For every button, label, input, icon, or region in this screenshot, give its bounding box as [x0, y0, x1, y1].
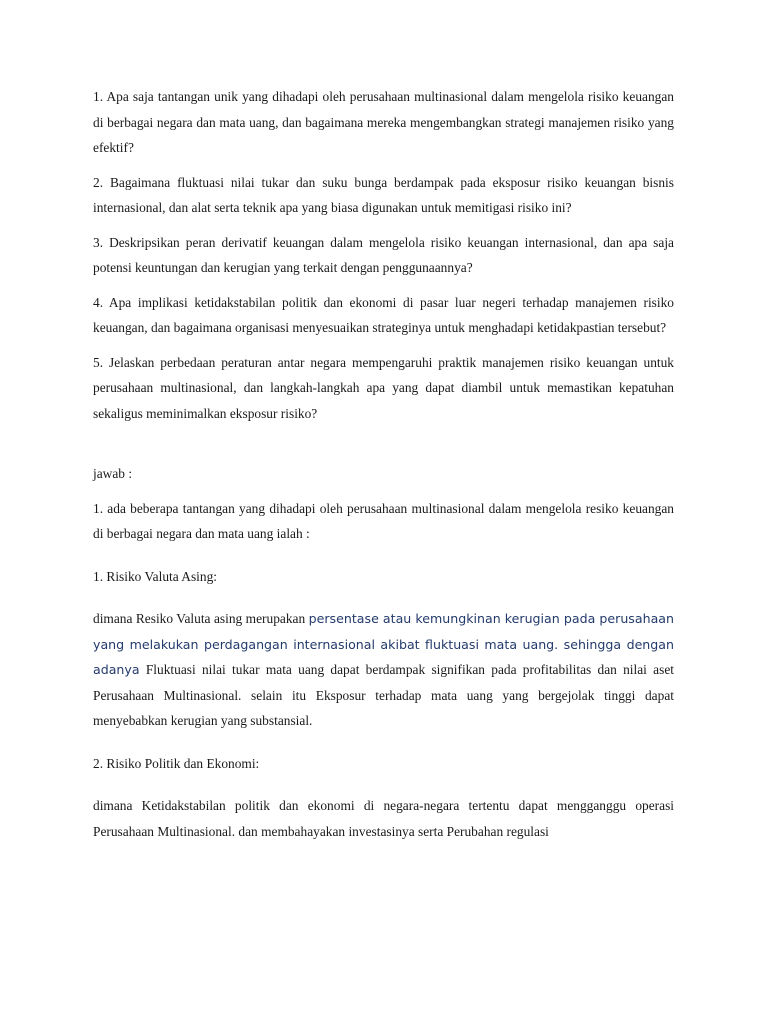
- body-text-end: Fluktuasi nilai tukar mata uang dapat berdampak signifikan pada profitabilitas dan nilai aset Perusahaan Multinasional. selain itu Eksposur terhadap mata uang yang bergejolak tinggi dapat menyebabkan kerugian yang substansial.: [93, 662, 674, 728]
- document-body: [93, 84, 674, 861]
- section-title-risiko-politik: 2. Risiko Politik dan Ekonomi:: [93, 755, 260, 771]
- section-body-risiko-politik: dimana Ketidakstabilan politik dan ekonomi di negara-negara tertentu dapat mengganggu operasi Perusahaan Multinasional. dan membahayakan investasinya serta Perubahan regulasi: [93, 798, 674, 839]
- highlighted-text: persentase atau kemungkinan kerugian pada perusahaan yang melakukan perdagangan internasional akibat fluktuasi mata uang. sehingga dengan adanya: [93, 611, 674, 677]
- section-body-risiko-valuta-asing: [93, 606, 674, 734]
- blank-line: [93, 435, 674, 461]
- section-title-risiko-valuta-asing: 1. Risiko Valuta Asing:: [93, 568, 217, 584]
- body-text-start: dimana Resiko Valuta asing merupakan: [93, 611, 309, 626]
- question-2: 2. Bagaimana fluktuasi nilai tukar dan suku bunga berdampak pada eksposur risiko keuangan bisnis internasional, dan alat serta teknik apa yang biasa digunakan untuk memitigasi risiko ini?: [93, 174, 674, 215]
- question-4: 4. Apa implikasi ketidakstabilan politik dan ekonomi di pasar luar negeri terhadap manajemen risiko keuangan, dan bagaimana organisasi menyesuaikan strateginya untuk menghadapi ketidakpastian tersebut?: [93, 294, 674, 335]
- answer-label: jawab :: [93, 466, 133, 481]
- question-5: 5. Jelaskan perbedaan peraturan antar negara mempengaruhi praktik manajemen risiko keuangan untuk perusahaan multinasional, dan langkah-langkah apa yang dapat diambil untuk memastikan kepatuhan sekaligus meminimalkan eksposur risiko?: [93, 354, 674, 421]
- answer-intro: 1. ada beberapa tantangan yang dihadapi oleh perusahaan multinasional dalam mengelola resiko keuangan di berbagai negara dan mata uang ialah :: [93, 500, 674, 541]
- question-3: 3. Deskripsikan peran derivatif keuangan dalam mengelola risiko keuangan internasional, dan apa saja potensi keuntungan dan kerugian yang terkait dengan penggunaannya?: [93, 234, 674, 275]
- question-1: 1. Apa saja tantangan unik yang dihadapi oleh perusahaan multinasional dalam mengelola risiko keuangan di berbagai negara dan mata uang, dan bagaimana mereka mengembangkan strategi manajemen risiko yang efektif?: [93, 89, 674, 155]
